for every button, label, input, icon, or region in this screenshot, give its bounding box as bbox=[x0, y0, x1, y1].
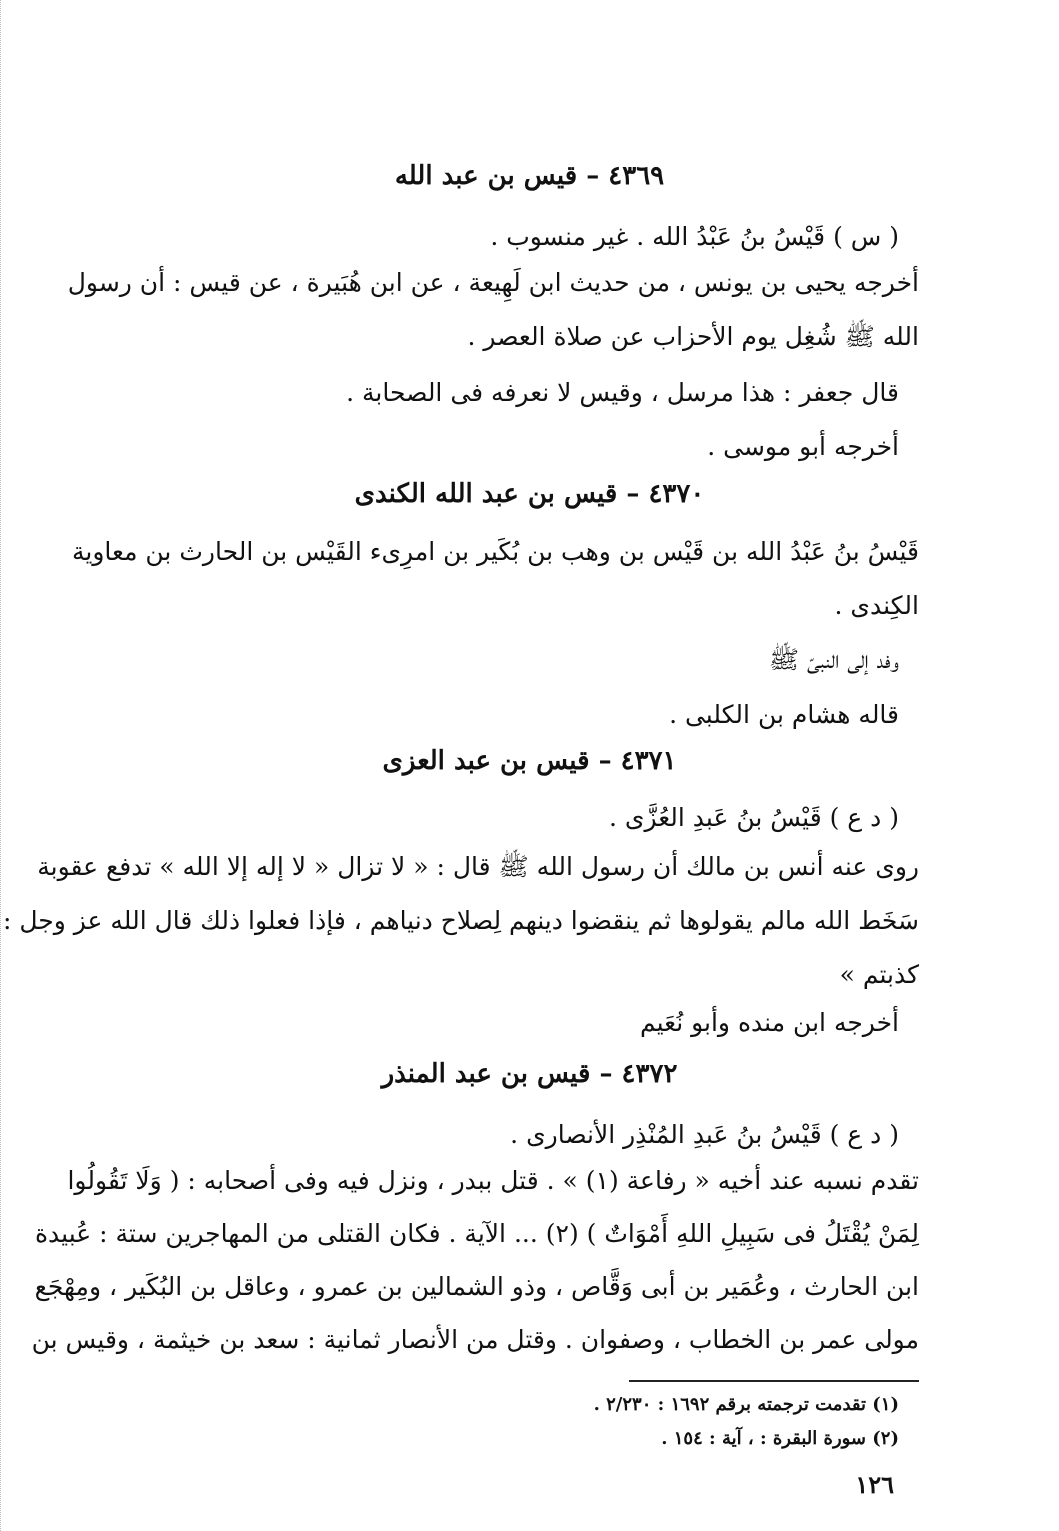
entry-line: كذبتم » bbox=[839, 960, 919, 989]
entry-heading: ٤٣٧٢ – قيس بن عبد المنذر bbox=[381, 1059, 678, 1089]
entry-line: قال جعفر : هذا مرسل ، وقيس لا نعرفه فى الصحابة . bbox=[346, 378, 899, 407]
entry-line: قَيْسُ بنُ عَبْدُ الله بن قَيْس بن وهب بن بُكَير بن امرِىء القَيْس بن الحارث بن معاوية bbox=[71, 537, 919, 566]
footnote: (٢) سورة البقرة : ، آية : ١٥٤ . bbox=[661, 1428, 899, 1449]
footnote-divider bbox=[629, 1380, 919, 1382]
entry-heading: ٤٣٧١ – قيس بن عبد العزى bbox=[382, 746, 677, 776]
entry-line: لِمَنْ يُقْتَلُ فى سَبِيلِ اللهِ أَمْوَاتٌ ) (٢) ... الآية . فكان القتلى من المهاجرين ستة : عُبيدة bbox=[34, 1219, 919, 1248]
entry-line: قاله هشام بن الكلبى . bbox=[669, 700, 899, 729]
entry-line: ( د ع ) قَيْسُ بنُ عَبدِ العُزَّى . bbox=[608, 803, 899, 832]
entry-line: سَخَط الله مالم يقولوها ثم ينقضوا دينهم لِصلاح دنياهم ، فإذا فعلوا ذلك قال الله عز وجل : bbox=[2, 906, 919, 935]
entry-line: ( د ع ) قَيْسُ بنُ عَبدِ المُنْذِر الأنصارى . bbox=[510, 1120, 899, 1149]
entry-line: الله ﷺ شُغِل يوم الأحزاب عن صلاة العصر . bbox=[467, 322, 919, 351]
entry-heading: ٤٣٦٩ – قيس بن عبد الله bbox=[394, 161, 665, 191]
entry-line: ( س ) قَيْسُ بنُ عَبْدُ الله . غير منسوب . bbox=[490, 222, 899, 251]
entry-line: وفد إلى النبىّ ﷺ bbox=[768, 645, 899, 674]
entry-line: تقدم نسبه عند أخيه « رفاعة (١) » . قتل ببدر ، ونزل فيه وفى أصحابه : ( وَلَا تَقُولُوا bbox=[67, 1166, 919, 1195]
entry-line: أخرجه ابن منده وأبو نُعَيم bbox=[639, 1008, 899, 1037]
footnote: (١) تقدمت ترجمته برقم ١٦٩٢ : ٢/٢٣٠ . bbox=[593, 1394, 899, 1415]
entry-line: روى عنه أنس بن مالك أن رسول الله ﷺ قال : « لا تزال « لا إله إلا الله » تدفع عقوبة bbox=[37, 852, 919, 881]
entry-line: مولى عمر بن الخطاب ، وصفوان . وقتل من الأنصار ثمانية : سعد بن خيثمة ، وقيس بن bbox=[31, 1325, 919, 1354]
entry-line: أخرجه أبو موسى . bbox=[707, 432, 899, 461]
entry-line: ابن الحارث ، وعُمَير بن أبى وَقَّاص ، وذو الشمالين بن عمرو ، وعاقل بن البُكَير ، ومِهْجَع bbox=[34, 1272, 919, 1301]
entry-line: الكِندى . bbox=[834, 591, 919, 620]
entry-heading: ٤٣٧٠ – قيس بن عبد الله الكندى bbox=[354, 479, 705, 509]
page-number: ١٢٦ bbox=[855, 1470, 894, 1499]
entry-line: أخرجه يحيى بن يونس ، من حديث ابن لَهِيعة ، عن ابن هُبَيرة ، عن قيس : أن رسول bbox=[67, 268, 919, 297]
